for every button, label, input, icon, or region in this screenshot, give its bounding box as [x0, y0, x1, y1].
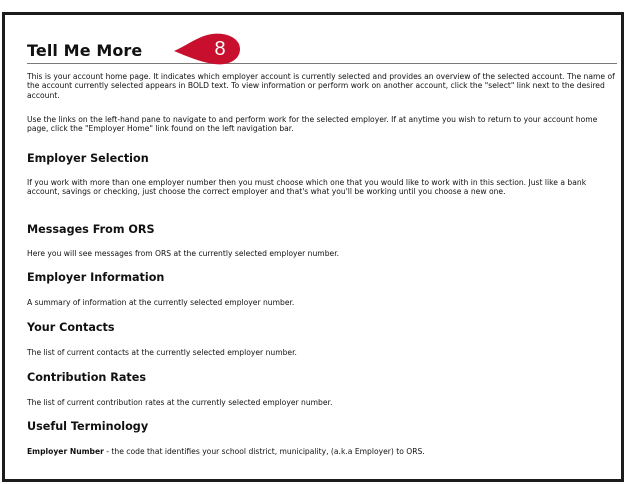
title-bar [27, 38, 617, 64]
callout-number: 8 [214, 38, 226, 60]
text-your-contacts: The list of current contacts at the currently selected employer number. [27, 348, 297, 357]
heading-employer-information: Employer Information [27, 271, 165, 284]
text-contribution-rates: The list of current contribution rates at the currently selected employer number. [27, 398, 333, 407]
intro-paragraph-1: This is your account home page. It indicates which employer account is currently selected and provides an overview of the selected account. The name of the account currently selected appears in BOLD text. To view information or perform work on another account, click the "select" link next to the desired account. [27, 72, 615, 100]
heading-employer-selection: Employer Selection [27, 152, 149, 165]
terminology-entry [27, 447, 617, 456]
term-employer-number: Employer Number [27, 447, 104, 456]
page-title: Tell Me More [27, 41, 143, 60]
callout-badge [172, 32, 244, 66]
heading-your-contacts: Your Contacts [27, 321, 115, 334]
text-employer-information: A summary of information at the currently selected employer number. [27, 298, 295, 307]
intro-paragraph-2: Use the links on the left-hand pane to navigate to and perform work for the selected employer. If at anytime you wish to return to your account home page, click the "Employer Home" link found on the left navigation bar. [27, 115, 598, 134]
text-employer-selection: If you work with more than one employer number then you must choose which one that you would like to work with in this section. Just like a bank account, savings or checking, just choose the correct employer and that's what you'll be working until you choose a new one. [27, 178, 587, 197]
help-panel-frame [2, 12, 624, 482]
heading-useful-terminology: Useful Terminology [27, 420, 149, 433]
text-messages-from-ors: Here you will see messages from ORS at the currently selected employer number. [27, 249, 340, 258]
term-definition: - the code that identifies your school district, municipality, (a.k.a Employer) to ORS. [103, 447, 425, 456]
heading-contribution-rates: Contribution Rates [27, 371, 147, 384]
heading-messages-from-ors: Messages From ORS [27, 223, 155, 236]
